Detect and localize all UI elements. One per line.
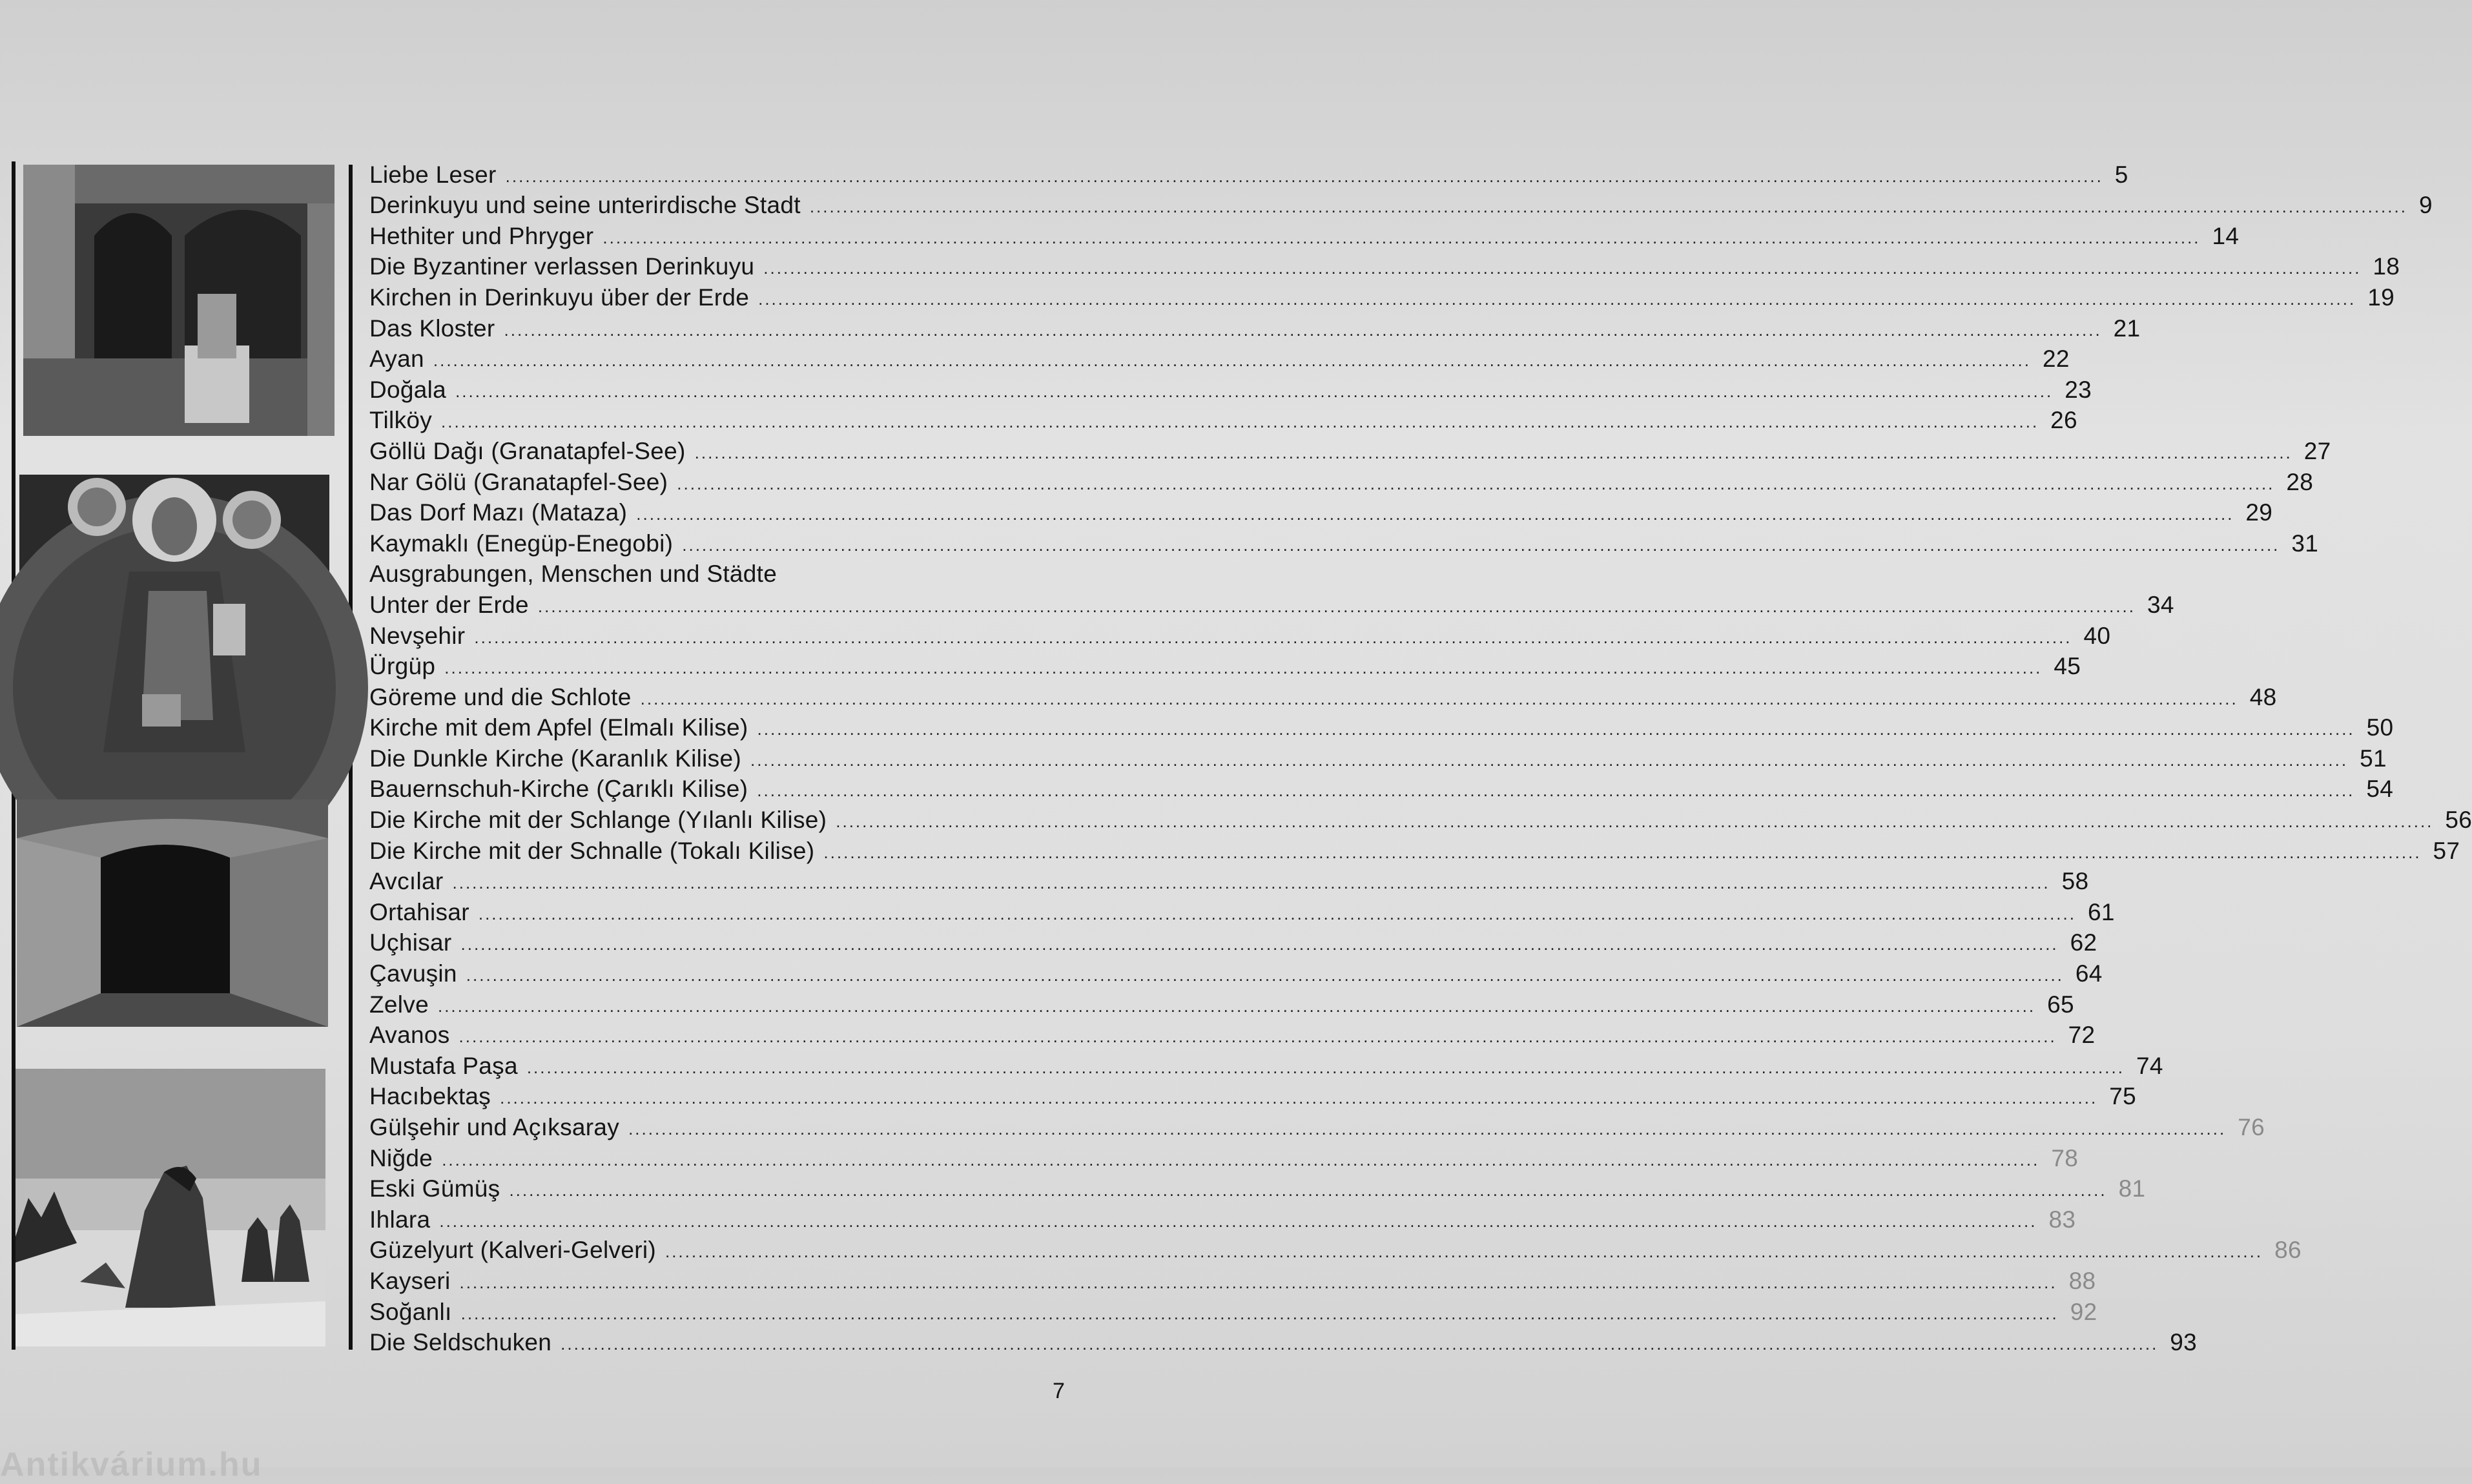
table-of-contents: [369, 158, 2472, 1356]
toc-entry[interactable]: Kayseri .................................................................................................................................................................................................................................................. 88: [369, 1267, 2096, 1294]
toc-entry[interactable]: Das Dorf Mazı (Mataza) .................................................................................................................................................................................................................................................. 29: [369, 499, 2273, 526]
toc-entry[interactable]: Die Dunkle Kirche (Karanlık Kilise) .................................................................................................................................................................................................................................................. 51: [369, 745, 2387, 772]
toc-entry[interactable]: Die Kirche mit der Schlange (Yılanlı Kilise) .................................................................................................................................................................................................................................................. 56: [369, 807, 2472, 834]
toc-entry[interactable]: Tilköy .................................................................................................................................................................................................................................................. 26: [369, 407, 2077, 434]
toc-entry[interactable]: Nevşehir .................................................................................................................................................................................................................................................. 40: [369, 622, 2111, 649]
toc-entry[interactable]: Ausgrabungen, Menschen und Städte: [369, 561, 778, 588]
underground-arches-photo: [23, 165, 335, 436]
page-number: 7: [1053, 1379, 1065, 1403]
toc-entry[interactable]: Çavuşin .................................................................................................................................................................................................................................................. 64: [369, 960, 2103, 987]
toc-entry[interactable]: Ayan .................................................................................................................................................................................................................................................. 22: [369, 345, 2070, 373]
toc-entry[interactable]: Zelve .................................................................................................................................................................................................................................................. 65: [369, 991, 2074, 1018]
toc-entry[interactable]: Göreme und die Schlote .................................................................................................................................................................................................................................................. 48: [369, 683, 2277, 710]
toc-entry[interactable]: Kaymaklı (Enegüp-Enegobi) .................................................................................................................................................................................................................................................. 31: [369, 530, 2319, 557]
toc-entry[interactable]: Niğde .................................................................................................................................................................................................................................................. 78: [369, 1144, 2079, 1171]
toc-entry[interactable]: Doğala .................................................................................................................................................................................................................................................. 23: [369, 376, 2092, 403]
toc-entry[interactable]: Eski Gümüş .................................................................................................................................................................................................................................................. 81: [369, 1175, 2146, 1202]
toc-entry[interactable]: Kirchen in Derinkuyu über der Erde .................................................................................................................................................................................................................................................. 19: [369, 283, 2395, 311]
toc-entry[interactable]: Die Byzantiner verlassen Derinkuyu .................................................................................................................................................................................................................................................. 18: [369, 253, 2400, 280]
toc-entry[interactable]: Avcılar .................................................................................................................................................................................................................................................. 58: [369, 868, 2089, 895]
toc-entry[interactable]: Mustafa Paşa .................................................................................................................................................................................................................................................. 74: [369, 1052, 2163, 1079]
toc-entry[interactable]: Ürgüp .................................................................................................................................................................................................................................................. 45: [369, 653, 2081, 680]
toc-entry[interactable]: Güzelyurt (Kalveri-Gelveri) .................................................................................................................................................................................................................................................. 86: [369, 1237, 2302, 1264]
toc-entry[interactable]: Göllü Dağı (Granatapfel-See) .................................................................................................................................................................................................................................................. 27: [369, 437, 2331, 464]
toc-entry[interactable]: Die Seldschuken .................................................................................................................................................................................................................................................. 93: [369, 1329, 2198, 1356]
toc-entry[interactable]: Liebe Leser .................................................................................................................................................................................................................................................. 5: [369, 161, 2128, 188]
toc-entry[interactable]: Nar Gölü (Granatapfel-See) .................................................................................................................................................................................................................................................. 28: [369, 468, 2314, 495]
toc-entry[interactable]: Das Kloster .................................................................................................................................................................................................................................................. 21: [369, 314, 2141, 342]
toc-entry[interactable]: Derinkuyu und seine unterirdische Stadt .................................................................................................................................................................................................................................................. 9: [369, 192, 2433, 219]
toc-entry[interactable]: Soğanlı .................................................................................................................................................................................................................................................. 92: [369, 1298, 2097, 1325]
toc-entry[interactable]: Avanos .................................................................................................................................................................................................................................................. 72: [369, 1022, 2096, 1049]
christ-fresco-photo: [19, 475, 329, 752]
tunnel-photo: [17, 799, 328, 1027]
fairy-chimneys-photo: [15, 1069, 325, 1346]
toc-entry[interactable]: Uçhisar .................................................................................................................................................................................................................................................. 62: [369, 929, 2097, 956]
toc-entry[interactable]: Unter der Erde .................................................................................................................................................................................................................................................. 34: [369, 591, 2174, 618]
toc-entry[interactable]: Kirche mit dem Apfel (Elmalı Kilise) .................................................................................................................................................................................................................................................. 50: [369, 714, 2394, 741]
toc-entry[interactable]: Bauernschuh-Kirche (Çarıklı Kilise) .................................................................................................................................................................................................................................................. 54: [369, 776, 2394, 803]
toc-entry[interactable]: Gülşehir und Açıksaray .................................................................................................................................................................................................................................................. 76: [369, 1114, 2265, 1140]
toc-entry[interactable]: Hethiter und Phryger .................................................................................................................................................................................................................................................. 14: [369, 222, 2240, 249]
watermark: Antikvárium.hu: [0, 1446, 263, 1483]
toc-entry[interactable]: Ihlara .................................................................................................................................................................................................................................................. 83: [369, 1206, 2076, 1233]
toc-entry[interactable]: Die Kirche mit der Schnalle (Tokalı Kilise) .................................................................................................................................................................................................................................................. 57: [369, 837, 2460, 864]
toc-entry[interactable]: Ortahisar .................................................................................................................................................................................................................................................. 61: [369, 898, 2115, 925]
toc-entry[interactable]: Hacıbektaş .................................................................................................................................................................................................................................................. 75: [369, 1083, 2136, 1110]
